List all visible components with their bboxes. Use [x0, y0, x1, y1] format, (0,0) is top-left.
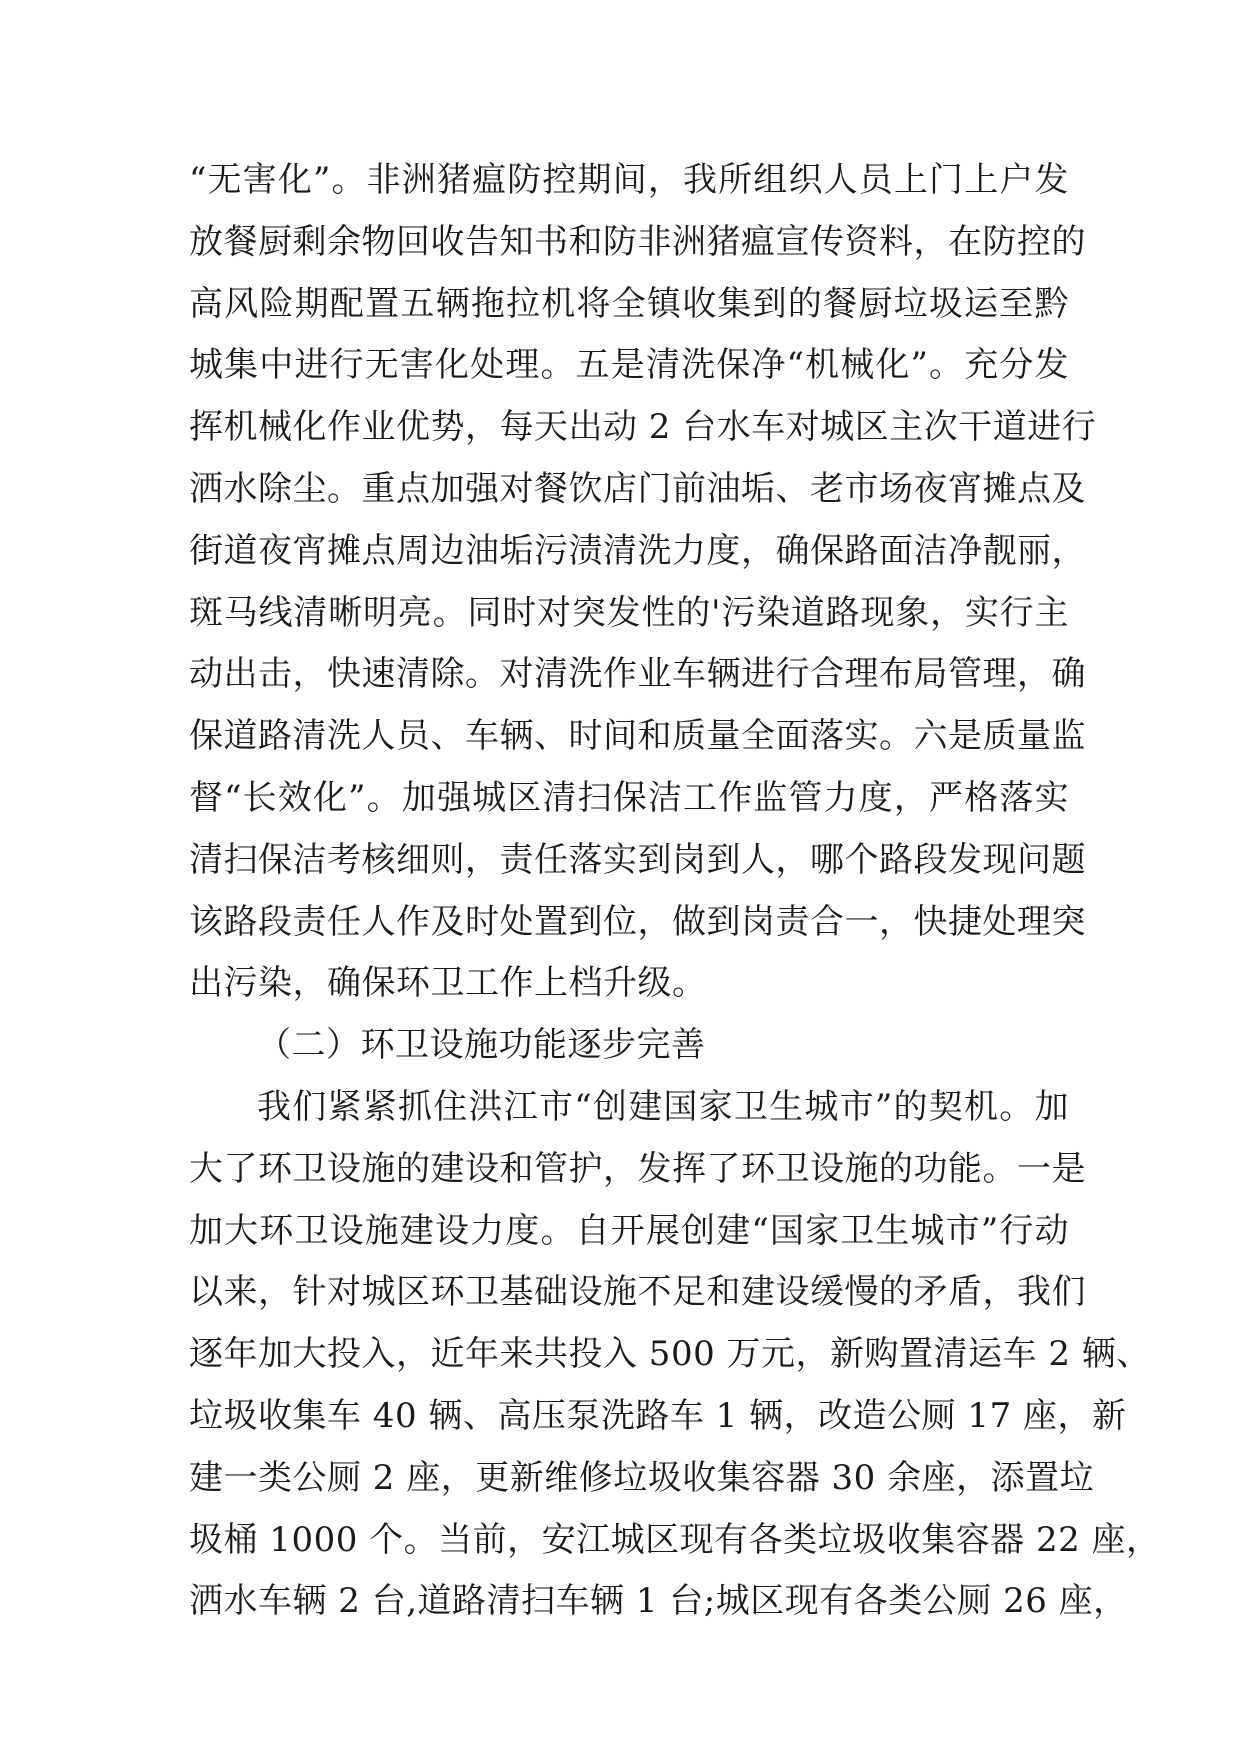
text-line: 挥机械化作业优势，每天出动 2 台水车对城区主次干道进行: [189, 407, 1097, 448]
text-line: 城集中进行无害化处理。五是清洗保净“机械化”。充分发: [189, 345, 1069, 386]
text-line: 保道路清洗人员、车辆、时间和质量全面落实。六是质量监: [189, 716, 1086, 757]
text-line: 洒水车辆 2 台,道路清扫车辆 1 台;城区现有各类公厕 26 座，: [189, 1581, 1128, 1622]
text-line: 逐年加大投入，近年来共投入 500 万元，新购置清运车 2 辆、: [189, 1334, 1151, 1375]
text-line: 该路段责任人作及时处置到位，做到岗责合一，快捷处理突: [189, 901, 1086, 942]
text-line: 建一类公厕 2 座，更新维修垃圾收集容器 30 余座，添置垃: [189, 1457, 1095, 1498]
text-line: 圾桶 1000 个。当前，安江城区现有各类垃圾收集容器 22 座，: [189, 1519, 1161, 1560]
text-line: 以来，针对城区环卫基础设施不足和建设缓慢的矛盾，我们: [189, 1272, 1086, 1313]
text-line: 加大环卫设施建设力度。自开展创建“国家卫生城市”行动: [189, 1210, 1069, 1251]
text-line: 大了环卫设施的建设和管护，发挥了环卫设施的功能。一是: [189, 1148, 1086, 1189]
text-line: “无害化”。非洲猪瘟防控期间，我所组织人员上门上户发: [189, 160, 1069, 200]
text-line: 高风险期配置五辆拖拉机将全镇收集到的餐厨垃圾运至黔: [189, 283, 1069, 324]
text-line: 清扫保洁考核细则，责任落实到岗到人，哪个路段发现问题: [189, 839, 1086, 880]
text-line: 我们紧紧抓住洪江市“创建国家卫生城市”的契机。加: [257, 1086, 1069, 1127]
text-line: 动出击，快速清除。对清洗作业车辆进行合理布局管理，确: [189, 654, 1086, 695]
text-line: 督“长效化”。加强城区清扫保洁工作监管力度，严格落实: [189, 777, 1069, 818]
section-heading: （二）环卫设施功能逐步完善: [257, 1025, 706, 1066]
text-line: 洒水除尘。重点加强对餐饮店门前油垢、老市场夜宵摊点及: [189, 468, 1086, 509]
text-line: 出污染，确保环卫工作上档升级。: [189, 963, 707, 1004]
text-line: 放餐厨剩余物回收告知书和防非洲猪瘟宣传资料，在防控的: [189, 221, 1086, 262]
text-line: 垃圾收集车 40 辆、高压泵洗路车 1 辆，改造公厕 17 座，新: [189, 1395, 1127, 1436]
text-line: 斑马线清晰明亮。同时对突发性的'污染道路现象，实行主: [189, 592, 1069, 633]
body-text: [189, 150, 1161, 1633]
text-line: 街道夜宵摊点周边油垢污渍清洗力度，确保路面洁净靓丽，: [189, 530, 1086, 571]
